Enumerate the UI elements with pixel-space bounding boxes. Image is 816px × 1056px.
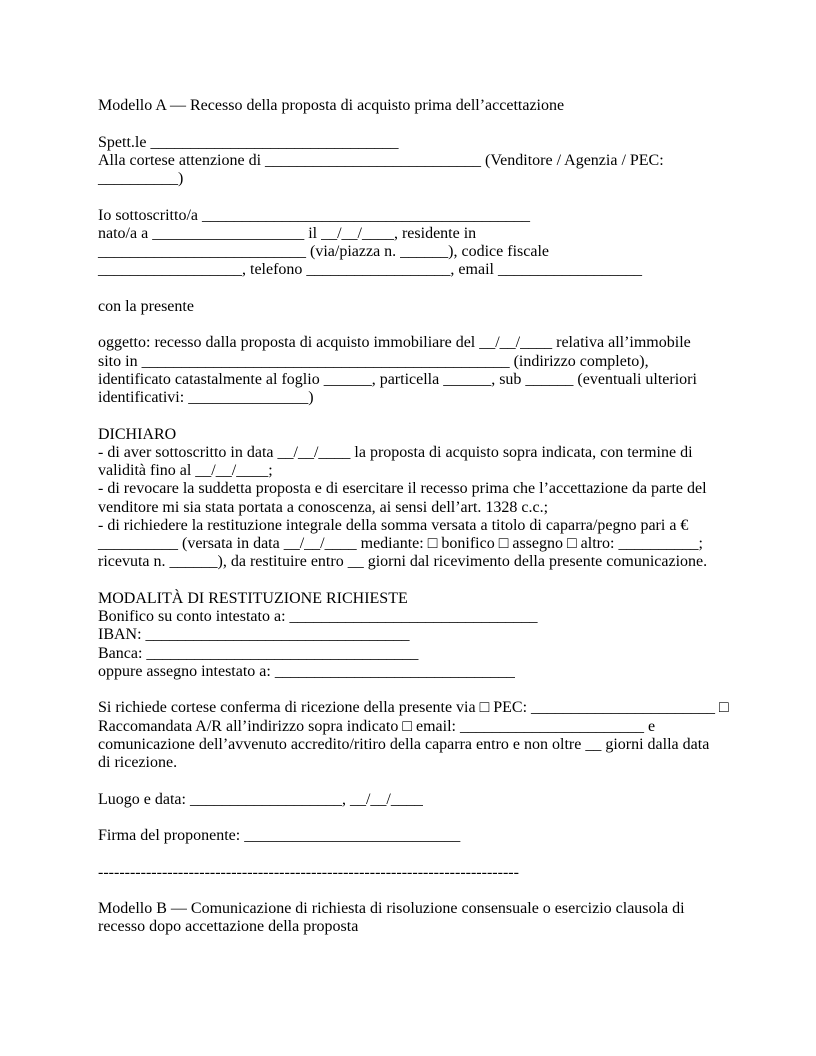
blank xyxy=(98,407,726,425)
oggetto-line-4: identificativi: _______________) xyxy=(98,389,314,406)
blank xyxy=(98,809,726,827)
modalita-heading: MODALITÀ DI RESTITUZIONE RICHIESTE xyxy=(98,589,408,607)
separator-line: ------------------------------------------------------------------------------- xyxy=(98,863,519,881)
declaration-line-2: validità fino al __/__/____; xyxy=(98,462,273,479)
banca-line: Banca: __________________________________ xyxy=(98,644,419,662)
con-la-presente-line: con la presente xyxy=(98,297,194,315)
model-b-title-2: recesso dopo accettazione della proposta xyxy=(98,918,359,936)
model-a-title: Modello A — Recesso della proposta di acquisto prima dell’accettazione xyxy=(98,97,565,114)
declaration-line-5: - di richiedere la restituzione integrale della somma versata a titolo di caparra/pegno pari a € xyxy=(98,516,689,534)
conferma-line-1: Si richiede cortese conferma di ricezione della presente via □ PEC: _______________________ □ xyxy=(98,699,729,717)
residence-line: __________________________ (via/piazza n. ______), codice fiscale xyxy=(98,243,549,260)
blank xyxy=(98,280,726,298)
blank xyxy=(98,316,726,334)
declaration-line-6: __________ (versata in data __/__/____ mediante: □ bonifico □ assegno □ altro: __________; xyxy=(98,535,703,552)
blank xyxy=(98,188,726,206)
conferma-line-4: di ricezione. xyxy=(98,754,178,771)
spett-le-line: Spett.le _______________________________ xyxy=(98,133,399,151)
declaration-line-4: venditore mi sia stata portata a conoscenza, ai sensi dell’art. 1328 c.c.; xyxy=(98,498,549,516)
contacts-line: __________________, telefono __________________, email __________________ xyxy=(98,261,642,279)
firma-line: Firma del proponente: ___________________________ xyxy=(98,827,461,844)
declaration-line-3: - di revocare la suddetta proposta e di esercitare il recesso prima che l’accettazione da parte del xyxy=(98,480,707,498)
attention-line-continued: __________) xyxy=(98,170,184,187)
document-body xyxy=(98,97,729,937)
dichiaro-heading: DICHIARO xyxy=(98,425,177,443)
oggetto-line-3: identificato catastalmente al foglio ______, particella ______, sub ______ (eventuali ulteriori xyxy=(98,370,697,388)
blank xyxy=(98,572,726,590)
iban-line: IBAN: _________________________________ xyxy=(98,626,410,644)
blank xyxy=(98,845,726,863)
conferma-line-2: Raccomandata A/R all’indirizzo sopra indicato □ email: _______________________ e xyxy=(98,717,656,735)
blank xyxy=(98,772,726,790)
declaration-line-1: - di aver sottoscritto in data __/__/____ la proposta di acquisto sopra indicata, con termine di xyxy=(98,443,693,461)
blank xyxy=(98,681,726,699)
blank xyxy=(98,115,726,133)
birth-date-line: nato/a a ___________________ il __/__/____, residente in xyxy=(98,224,477,242)
attention-line: Alla cortese attenzione di ___________________________ (Venditore / Agenzia / PEC: xyxy=(98,151,664,169)
oggetto-line-2: sito in ______________________________________________ (indirizzo completo), xyxy=(98,352,649,370)
luogo-data-line: Luogo e data: ___________________, __/__/____ xyxy=(98,790,423,808)
oggetto-line-1: oggetto: recesso dalla proposta di acquisto immobiliare del __/__/____ relativa all’immobile xyxy=(98,334,691,352)
model-b-title-1: Modello B — Comunicazione di richiesta di risoluzione consensuale o esercizio clausola di xyxy=(98,900,685,917)
bonifico-line: Bonifico su conto intestato a: _______________________________ xyxy=(98,608,538,625)
conferma-line-3: comunicazione dell’avvenuto accredito/ritiro della caparra entro e non oltre __ giorni dalla data xyxy=(98,735,710,753)
assegno-line: oppure assegno intestato a: ______________________________ xyxy=(98,662,515,680)
declaration-line-7: ricevuta n. ______), da restituire entro __ giorni dal ricevimento della presente comunicazione. xyxy=(98,553,708,571)
declarant-name-line: Io sottoscritto/a _________________________________________ xyxy=(98,206,530,224)
blank xyxy=(98,882,726,900)
